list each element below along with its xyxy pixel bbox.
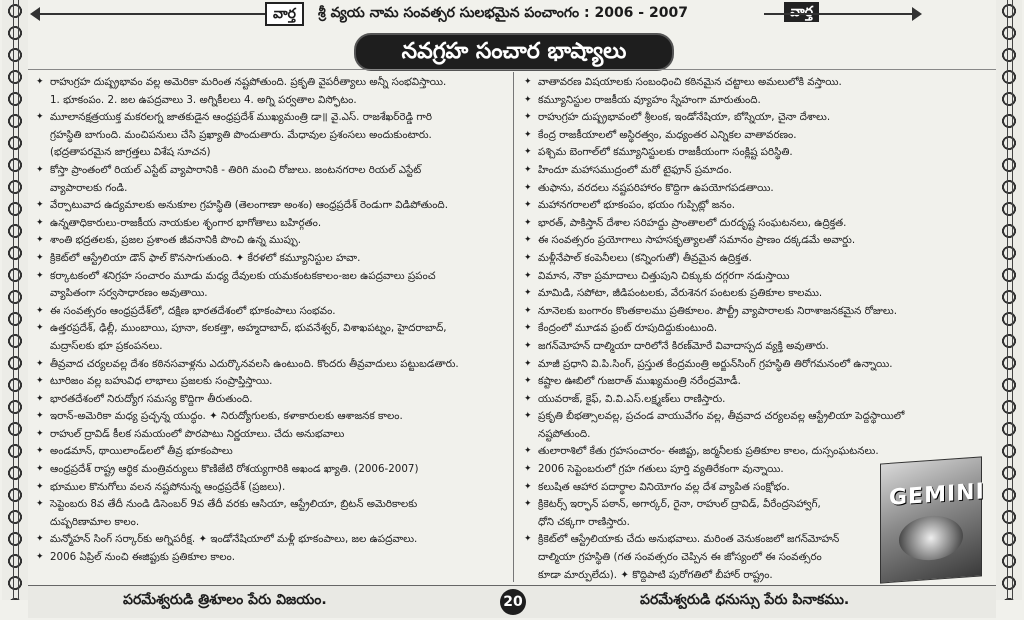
star-bullet-icon: ✦ [524, 217, 532, 228]
list-item [522, 391, 992, 409]
list-item-text: కమ్యూనిస్టుల రాజకీయ వ్యూహం స్నేహంగా మారుతుంది. [538, 93, 761, 106]
list-item-text: నూనెలకు బంగారం కొంతకాలము ప్రతికూలం. పౌల్ట్రీ వ్యాపారాలకు నిరాశాజనకమైన రోజులు. [538, 304, 898, 317]
left-column [34, 74, 508, 567]
star-bullet-icon: ✦ [524, 147, 532, 158]
list-item-text: కోస్తా ప్రాంతంలో రియల్ ఎస్టేట్ వ్యాపారానికి - తిరిగి మంచి రోజులు. జంటనగరాల రియల్ ఎస్టేట్ [50, 163, 422, 176]
list-item [522, 268, 992, 286]
list-item [522, 215, 992, 233]
right-decorative-border [996, 0, 1022, 600]
list-item [34, 197, 508, 215]
star-bullet-icon: ✦ [36, 552, 44, 563]
list-item [522, 443, 992, 461]
star-bullet-icon: ✦ [36, 252, 44, 263]
list-item [34, 180, 508, 198]
list-item-text: మూలానక్షత్రయుక్త మకరలగ్న జాతకుడైన ఆంధ్రప్రదేశ్ ముఖ్యమంత్రి డా॥ వై.ఎస్. రాజశేఖర్‌రెడ్డి గారి [50, 111, 432, 124]
list-item-text: దాల్మియా గ్రహస్థితి (గత సంవత్సరం చెప్పిన ఈ జోస్యంలో ఈ సంవత్సరం [538, 551, 822, 564]
list-item [34, 443, 508, 461]
list-item [34, 127, 508, 145]
list-item-text: మామిడి, సపోటా, జీడిపంటలకు, వేరుశెనగ పంటలకు ప్రతికూల కాలము. [538, 287, 823, 300]
list-item-text: క్రికెటర్స్ ఇర్ఫాన్ పఠాన్, అగార్కర్, రైనా, రాహుల్ ద్రావిడ్, వీరేంద్రసెహ్వాగ్, [538, 498, 821, 511]
list-item-text: యువరాజ్, కైఫ్, వి.వి.ఎస్.లక్ష్మణ్‌లు రాణిస్తారు. [538, 392, 726, 405]
list-item-text: తుఫాను, వరదలు నష్టపరిహారం కొద్దిగా ఉపయోగపడతాయి. [538, 181, 774, 194]
list-item-text: పశ్చిమ బెంగాల్‌లో కమ్యూనిస్టులకు రాజకీయంగా సంక్లిష్ట పరిస్థితి. [538, 146, 793, 159]
list-item [34, 514, 508, 532]
list-item [522, 373, 992, 391]
star-bullet-icon: ✦ [524, 235, 532, 246]
star-bullet-icon: ✦ [36, 305, 44, 316]
list-item-text: విమాన, నౌకా ప్రమాదాలు చిత్తుపుని చిక్కుకు దగ్గరగా నడుస్తాయి [538, 269, 790, 282]
list-item-text: జగన్‌మోహన్ దాల్మియా దారిలోనే కిరణ్‌మోరే వివాదాస్పద వ్యక్తి అవుతారు. [538, 339, 829, 352]
list-item-text: 2006 ఏప్రిల్ నుంచి ఈజిప్టుకు ప్రతికూల కాలం. [50, 551, 236, 564]
list-item-text: సెప్టెంబరు 8వ తేదీ నుండి డిసెంబర్ 9వ తేదీ వరకు ఆసియా, ఆస్ట్రేలియా, బ్రిటన్ అమెరికాలకు [50, 498, 418, 511]
list-item [34, 250, 508, 268]
star-bullet-icon: ✦ [524, 164, 532, 175]
star-bullet-icon: ✦ [36, 164, 44, 175]
product-figure [899, 514, 963, 562]
list-item [34, 531, 508, 549]
star-bullet-icon: ✦ [36, 464, 44, 475]
footer [28, 585, 996, 618]
list-item-text: 2006 సెప్టెంబరులో గ్రహ గతులు పూర్తి వ్యతిరేకంగా వున్నాయి. [538, 463, 784, 476]
list-item-text: ఈ సంవత్సరం ఆంధ్రప్రదేశ్‌లో, దక్షిణ భారతదేశంలో భూకంపాలు సంభవం. [50, 304, 336, 317]
list-item [522, 144, 992, 162]
list-item [34, 408, 508, 426]
list-item-text: వ్యాపారాలకు గండి. [50, 181, 128, 194]
list-item [34, 109, 508, 127]
star-bullet-icon: ✦ [524, 77, 532, 87]
star-bullet-icon: ✦ [36, 481, 44, 492]
star-bullet-icon: ✦ [524, 270, 532, 281]
star-bullet-icon: ✦ [524, 534, 532, 545]
product-brand: GEMINI [889, 479, 985, 511]
header-rule-left [36, 13, 276, 15]
list-item [34, 338, 508, 356]
footer-motto-right: పరమేశ్వరుడి ధనుస్సు పేరు పినాకము. [640, 592, 850, 608]
star-bullet-icon: ✦ [36, 270, 44, 281]
star-bullet-icon: ✦ [524, 358, 532, 369]
star-bullet-icon: ✦ [36, 77, 44, 87]
list-item [522, 320, 992, 338]
list-item-text: ప్రకృతి బీభత్సాలవల్ల, ప్రచండ వాయువేగం వల్ల, తీవ్రవాద చర్యలవల్ల ఆస్ట్రేలియా పెద్దస్థాయిలో [538, 410, 905, 423]
list-item-text: ఇరాన్-అమెరికా మధ్య ప్రచ్ఛన్న యుద్ధం. ✦ నిరుద్యోగులకు, కళాకారులకు ఆశాజనక కాలం. [50, 410, 403, 423]
list-item [34, 479, 508, 497]
star-bullet-icon: ✦ [524, 481, 532, 492]
list-item-text: కూడా మార్పులేదు). ✦ కొద్దిపాటి పురోగతిలో బీహార్ రాష్ట్రం. [538, 568, 773, 581]
star-bullet-icon: ✦ [524, 252, 532, 263]
list-item-text: వ్యాపితంగా సర్వసాధారణం అవుతాయి. [50, 287, 208, 300]
list-item [34, 215, 508, 233]
star-bullet-icon: ✦ [524, 129, 532, 140]
star-bullet-icon: ✦ [36, 393, 44, 404]
header-rule-right [764, 13, 914, 15]
list-item-text: నష్టపోతుంది. [538, 427, 591, 440]
list-item-text: భారత్, పాకిస్తాన్ దేశాల సరిహద్దు ప్రాంతాలలో దురదృష్ట సంఘటనలు, ఉద్రిక్తత. [538, 216, 847, 229]
list-item-text: వాతావరణ విషయాలకు సంబంధించి కఠినమైన చట్టాలు అమలులోకి వస్తాయి. [538, 76, 842, 88]
list-item [522, 408, 992, 426]
star-bullet-icon: ✦ [36, 358, 44, 369]
star-bullet-icon: ✦ [524, 112, 532, 123]
list-item [522, 109, 992, 127]
star-bullet-icon: ✦ [36, 446, 44, 457]
list-item [34, 285, 508, 303]
list-item-text: ఉన్నతాధికారులు-రాజకీయ నాయకుల శృంగార భాగోతాలు బహిర్గతం. [50, 216, 322, 229]
list-item-text: 1. భూకంపం. 2. జల ఉపద్రవాలు 3. అగ్నికీలలు 4. అగ్ని పర్వతాల విస్ఫోటం. [50, 93, 357, 106]
list-item-text: మహానగరాలలో భూకంపం, భయం గుప్పిట్లో జనం. [538, 199, 736, 212]
list-item-text: తులారాశిలో కేతు గ్రహసంచారం- ఈజిప్టు, జర్మనీలకు ప్రతికూల కాలం, దుస్సంఘటనలు. [538, 445, 879, 458]
list-item [522, 232, 992, 250]
star-bullet-icon: ✦ [36, 428, 44, 439]
list-item [34, 426, 508, 444]
list-item [34, 549, 508, 567]
vaartha-logo-left: వార్త [265, 2, 304, 26]
star-bullet-icon: ✦ [524, 464, 532, 475]
list-item-text: అండమాన్, థాయిలాండ్‌లలో తీవ్ర భూకంపాలు [50, 445, 233, 458]
list-item [522, 356, 992, 374]
list-item-text: రాహుగ్రహ దుష్ప్రభావంలో శ్రీలంక, ఇండోనేషియా, బోస్నియా, చైనా దేశాలు. [538, 111, 831, 124]
star-bullet-icon: ✦ [36, 499, 44, 510]
star-bullet-icon: ✦ [36, 112, 44, 123]
list-item-text: మళ్లీనేపాల్ కంపెనీలలు (కన్నింగుతో) తీవ్రమైన ఉద్రిక్తత. [538, 251, 752, 264]
list-item [34, 144, 508, 162]
gemini-product-image [880, 456, 985, 583]
star-bullet-icon: ✦ [524, 499, 532, 510]
footer-motto-left: పరమేశ్వరుడి త్రిశూలం పేరు విజయం. [123, 592, 327, 608]
star-bullet-icon: ✦ [524, 340, 532, 351]
list-item [34, 320, 508, 338]
list-item-text: కేంద్ర రాజకీయాలలో అస్థిరత్వం, మధ్యంతర ఎన్నికల వాతావరణం. [538, 128, 797, 141]
list-item-text: భూముల కొనుగోలు వలన నష్టపోనున్న ఆంధ్రప్రదేశ్ (ప్రజలు). [50, 480, 286, 493]
star-bullet-icon: ✦ [36, 200, 44, 211]
star-bullet-icon: ✦ [524, 200, 532, 211]
list-item-text: కలుషిత ఆహార పదార్థాల వినియోగం వల్ల దేశ వ్యాపిత సంక్షోభం. [538, 480, 790, 493]
column-divider [513, 72, 514, 582]
list-item-text: ఆంధ్రప్రదేశ్ రాష్ట్ర ఆర్థిక మంత్రివర్యులు కొణిజేటి రోశయ్యగారికి అఖండ ఖ్యాతి. (2006-2007) [50, 463, 419, 476]
list-item [522, 162, 992, 180]
list-item [34, 461, 508, 479]
content-frame-top [28, 69, 996, 70]
left-decorative-border [2, 0, 28, 600]
list-item [522, 285, 992, 303]
list-item [34, 373, 508, 391]
list-item [522, 92, 992, 110]
star-bullet-icon: ✦ [524, 305, 532, 316]
list-item-text: క్రికెట్‌లో ఆస్ట్రేలియా డౌన్ ఫాల్ కొనసాగుతుంది. ✦ కేరళలో కమ్యూనిస్టుల హవా. [50, 251, 361, 264]
page-number: 20 [500, 589, 526, 615]
list-item-text: కష్టాల ఊబిలో గుజరాత్ ముఖ్యమంత్రి నరేంద్రమోడీ. [538, 375, 741, 388]
list-item [522, 426, 992, 444]
list-item [34, 92, 508, 110]
section-title-banner: నవగ్రహ సంచార భాష్యాలు [354, 33, 674, 71]
list-item-text: మద్రాస్‌లకు భూ ప్రకంపనలు. [50, 339, 163, 352]
list-item [522, 197, 992, 215]
star-bullet-icon: ✦ [524, 323, 532, 334]
star-bullet-icon: ✦ [36, 376, 44, 387]
list-item-text: హిందూ మహాసముద్రంలో మరో టైఫూన్ ప్రమాదం. [538, 163, 733, 176]
vaartha-logo-right: వార్త [784, 2, 819, 22]
list-item [34, 232, 508, 250]
list-item [522, 338, 992, 356]
list-item-text: వేర్పాటువాద ఉద్యమాలకు అనుకూల గ్రహస్థితి (తెలంగాణా అంశం) ఆంధ్రప్రదేశ్ రెండుగా విడిపోతుంది. [50, 199, 448, 212]
star-bullet-icon: ✦ [524, 446, 532, 457]
list-item [34, 268, 508, 286]
header [30, 2, 994, 24]
list-item [522, 74, 992, 92]
list-item-text: రాహుగ్రహ దుష్ప్రభావం వల్ల అమెరికా మరింత నష్టపోతుంది. ప్రకృతి వైపరీత్యాలు అన్నీ సంభవిస్తాయి. [50, 76, 447, 88]
list-item-text: కేంద్రంలో మూడవ ఫ్రంట్ రూపుదిద్దుకుంటుంది. [538, 322, 718, 335]
list-item [34, 303, 508, 321]
star-bullet-icon: ✦ [524, 94, 532, 105]
list-item [34, 496, 508, 514]
list-item-text: శాంతి భద్రతలకు, ప్రజల ప్రశాంత జీవనానికి పొంచి ఉన్న ముప్పు. [50, 234, 301, 247]
star-bullet-icon: ✦ [36, 217, 44, 228]
list-item-text: (భద్రతాపరమైన జాగ్రత్తలు విశేష సూచన) [50, 146, 211, 159]
list-item [34, 162, 508, 180]
list-item [34, 74, 508, 92]
list-item [522, 303, 992, 321]
list-item-text: రాహుల్ ద్రావిడ్ కీలక సమయంలో పొరపాటు నిర్ణయాలు. చేదు అనుభవాలు [50, 427, 345, 440]
star-bullet-icon: ✦ [36, 534, 44, 545]
star-bullet-icon: ✦ [36, 411, 44, 422]
list-item-text: మాజీ ప్రధాని వి.పి.సింగ్, ప్రస్తుత కేంద్రమంత్రి అర్జున్‌సింగ్ గ్రహస్థితి తిరోగమనంలో ఉన్నాయి. [538, 357, 893, 370]
star-bullet-icon: ✦ [524, 182, 532, 193]
list-item-text: తీవ్రవాద చర్యలవల్ల దేశం కఠినసవాళ్లను ఎదుర్కొనవలసి ఉంటుంది. కొందరు తీవ్రవాదులు పట్టుబడతారు. [50, 357, 459, 370]
list-item-text: మన్మోహన్ సింగ్ సర్కార్‌కు అగ్నిపరీక్ష. ✦ ఇండోనేషియాలో మళ్లీ భూకంపాలు, జల ఉపద్రవాలు. [50, 533, 418, 546]
list-item-text: ఈ సంవత్సరం ప్రయోగాలు సాహసకృత్యాలతో సమానం ప్రాణం దక్కడమే అవార్డు. [538, 234, 856, 247]
star-bullet-icon: ✦ [524, 393, 532, 404]
star-bullet-icon: ✦ [524, 288, 532, 299]
list-item [522, 180, 992, 198]
list-item-text: క్రికెట్‌లో ఆస్ట్రేలియాకు చేదు అనుభవాలు. మరింత వెనుకంజలో జగన్‌మోహన్ [538, 533, 840, 546]
list-item-text: ధోని చక్కగా రాణిస్తారు. [538, 515, 630, 528]
list-item-text: భారతదేశంలో నిరుద్యోగ సమస్య కొద్దిగా తీరుతుంది. [50, 392, 253, 405]
list-item [34, 356, 508, 374]
list-item-text: దుష్పరిణామాల కాలం. [50, 515, 140, 528]
star-bullet-icon: ✦ [36, 323, 44, 334]
list-item [522, 250, 992, 268]
star-bullet-icon: ✦ [524, 411, 532, 422]
list-item-text: కర్కాటకంలో శనిగ్రహ సంచారం మూడు మధ్య దేవులకు యమకంటకకాలం-జల ఉపద్రవాలు ప్రపంచ [50, 269, 436, 282]
star-bullet-icon: ✦ [524, 376, 532, 387]
star-bullet-icon: ✦ [36, 235, 44, 246]
list-item [522, 127, 992, 145]
right-arrow-icon [912, 7, 922, 21]
list-item-text: ఉత్తరప్రదేశ్, ఢిల్లీ, ముంబాయి, పూనా, కలకత్తా, అహ్మదాబాద్, భువనేశ్వర్, విశాఖపట్నం, హైదరాబాద్, [50, 322, 447, 335]
header-title: శ్రీ వ్యయ నామ సంవత్సర సులభమైన పంచాంగం : 2006 - 2007 [318, 5, 688, 21]
list-item-text: టూరిజం వల్ల బహువిధ లాభాలు ప్రజలకు సంప్రాప్తిస్తాయి. [50, 375, 273, 388]
list-item-text: గ్రహస్థితి బాగుంది. మంచిపనులు చేసి ప్రఖ్యాతి పొందుతారు. మేధావుల ప్రశంసలు అందుకుంటారు. [50, 128, 432, 141]
list-item [34, 391, 508, 409]
